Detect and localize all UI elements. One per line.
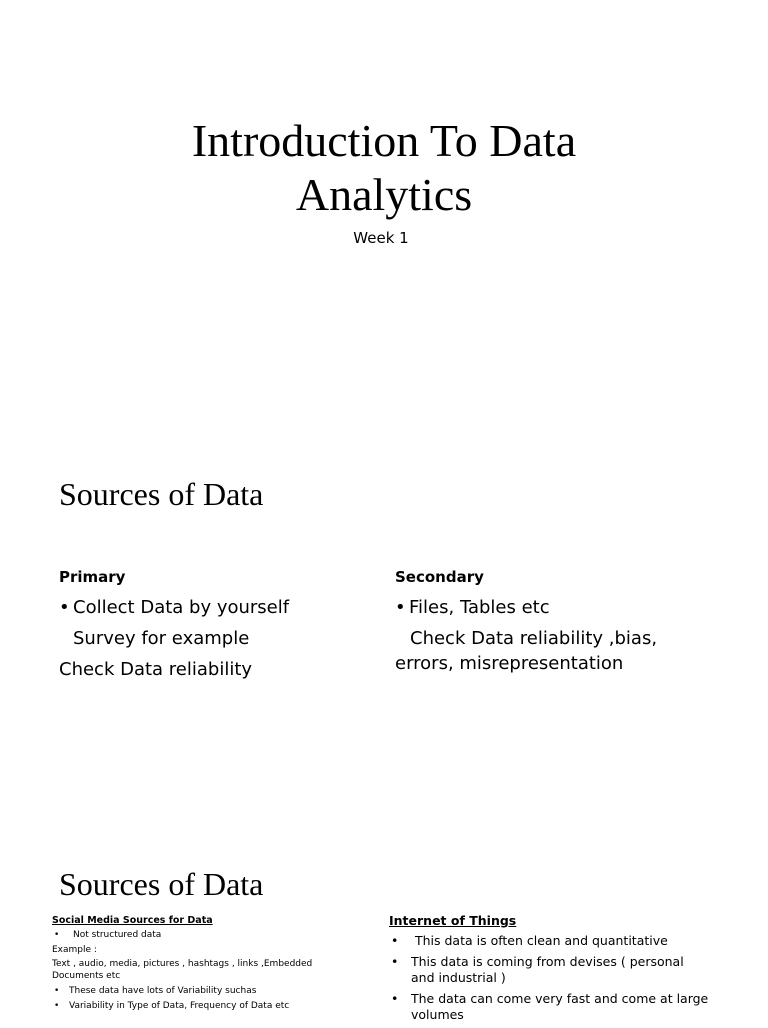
sources-slide-1	[0, 420, 768, 850]
primary-line-3: Check Data reliability	[59, 659, 253, 680]
social-bullet-2-text: These data have lots of Variability suchas	[69, 986, 257, 996]
slide-title	[0, 114, 768, 222]
iot-bullet-1-text: This data is often clean and quantitative	[411, 933, 668, 948]
secondary-column	[395, 568, 715, 676]
secondary-line-2: Check Data reliability ,bias, errors, misrepresentation	[395, 628, 658, 674]
primary-column	[59, 568, 379, 685]
iot-bullet-2	[389, 954, 709, 986]
iot-column	[389, 913, 709, 1028]
primary-bullet-text: Collect Data by yourself	[73, 597, 290, 618]
slide-title-line-2: Analytics	[295, 169, 473, 220]
slide-title: Sources of Data	[59, 866, 264, 902]
social-bullet-3-text: Variability in Type of Data, Frequency of Data etc	[69, 1001, 290, 1011]
bullet-icon: •	[395, 597, 406, 618]
slide-title: Sources of Data	[59, 476, 264, 512]
slide-title-line-1: Introduction To Data	[191, 115, 577, 166]
secondary-heading: Secondary	[395, 568, 484, 586]
example-label: Example :	[52, 945, 97, 955]
example-text: Text , audio, media, pictures , hashtags , links ,Embedded Documents etc	[52, 959, 313, 981]
iot-bullet-2-text: This data is coming from devises ( personal and industrial )	[411, 954, 684, 985]
social-bullet-1	[52, 928, 362, 943]
social-media-heading: Social Media Sources for Data	[52, 915, 213, 926]
primary-bullet	[59, 592, 379, 623]
social-bullet-1-text: Not structured data	[73, 930, 162, 940]
social-media-column	[52, 913, 362, 1014]
bullet-icon: •	[54, 986, 60, 996]
iot-bullet-3-text: The data can come very fast and come at large volumes	[411, 991, 709, 1022]
primary-heading: Primary	[59, 568, 126, 586]
bullet-icon: •	[54, 930, 60, 940]
iot-bullet-1	[389, 933, 709, 949]
social-bullet-2	[52, 984, 362, 999]
primary-line-2: Survey for example	[73, 628, 250, 649]
sources-slide-2	[0, 850, 768, 1024]
secondary-bullet-text: Files, Tables etc	[409, 597, 550, 618]
social-bullet-3	[52, 999, 362, 1014]
slide-subtitle: Week 1	[353, 229, 409, 247]
bullet-icon: •	[391, 991, 399, 1006]
iot-heading: Internet of Things	[389, 913, 517, 928]
bullet-icon: •	[391, 954, 399, 969]
bullet-icon: •	[59, 597, 70, 618]
iot-bullet-3	[389, 991, 709, 1023]
title-slide	[0, 0, 768, 420]
secondary-bullet	[395, 592, 715, 623]
bullet-icon: •	[391, 933, 399, 948]
bullet-icon: •	[54, 1001, 60, 1011]
